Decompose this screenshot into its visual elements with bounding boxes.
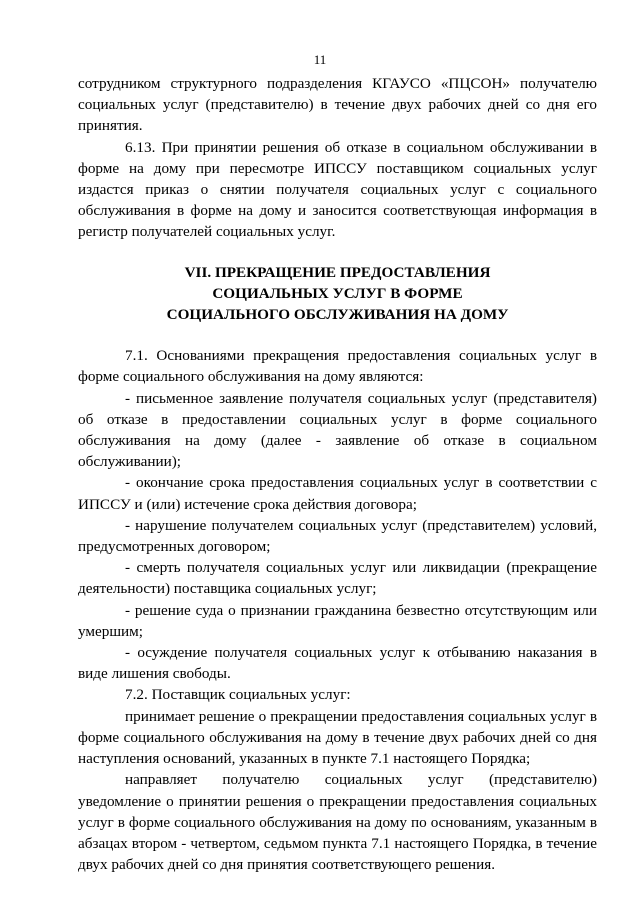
section-heading xyxy=(78,262,597,326)
paragraph: - смерть получателя социальных услуг или ликвидации (прекращение деятельности) поставщика социальных услуг; xyxy=(78,559,597,598)
paragraph: сотрудником структурного подразделения КГАУСО «ПЦСОН» получателю социальных услуг (представителю) в течение двух рабочих дней со дня его принятия. xyxy=(78,75,597,135)
section-heading-line: СОЦИАЛЬНЫХ УСЛУГ В ФОРМЕ xyxy=(212,284,463,302)
section-heading-line: СОЦИАЛЬНОГО ОБСЛУЖИВАНИЯ НА ДОМУ xyxy=(166,306,509,324)
paragraph: - нарушение получателем социальных услуг (представителем) условий, предусмотренных договором; xyxy=(78,516,597,556)
paragraph: - окончание срока предоставления социальных услуг в соответствии с ИПССУ и (или) истечение срока действия договора; xyxy=(78,474,597,513)
paragraph: направляет получателю социальных услуг (представителю) уведомление о принятии решения о прекращении предоставления социальных услуг в форме социального обслуживания на дому по основаниям, указанным в абзацах втором - четвертом, седьмом пункта 7.1 настоящего Порядка, в течение двух рабочих дней со дня принятия соответствующего решения. xyxy=(78,771,597,874)
paragraph: 6.13. При принятии решения об отказе в социальном обслуживании в форме на дому при пересмотре ИПССУ поставщиком социальных услуг издастся приказ о снятии получателя социальных услуг с социального обслуживания в форме на дому и заносится соответствующая информация в регистр получателей социальных услуг. xyxy=(78,138,597,241)
page-number: 11 xyxy=(313,52,327,67)
section-heading-line: VII. ПРЕКРАЩЕНИЕ ПРЕДОСТАВЛЕНИЯ xyxy=(184,263,491,281)
paragraph: - письменное заявление получателя социальных услуг (представителя) об отказе в предоставлении социальных услуг в форме социального обслуживания на дому (далее - заявление об отказе в социальном обслуживании); xyxy=(78,389,597,471)
paragraph: - решение суда о признании гражданина безвестно отсутствующим или умершим; xyxy=(78,601,597,640)
paragraph: 7.2. Поставщик социальных услуг: xyxy=(125,686,351,704)
paragraph: 7.1. Основаниями прекращения предоставления социальных услуг в форме социального обслуживания на дому являются: xyxy=(78,347,597,386)
paragraph: принимает решение о прекращении предоставления социальных услуг в форме социального обслуживания на дому в течение двух рабочих дней со дня наступления оснований, указанных в пункте 7.1 настоящего Порядка; xyxy=(78,707,597,768)
paragraph: - осуждение получателя социальных услуг к отбыванию наказания в виде лишения свободы. xyxy=(78,644,597,683)
document-body xyxy=(78,73,597,875)
